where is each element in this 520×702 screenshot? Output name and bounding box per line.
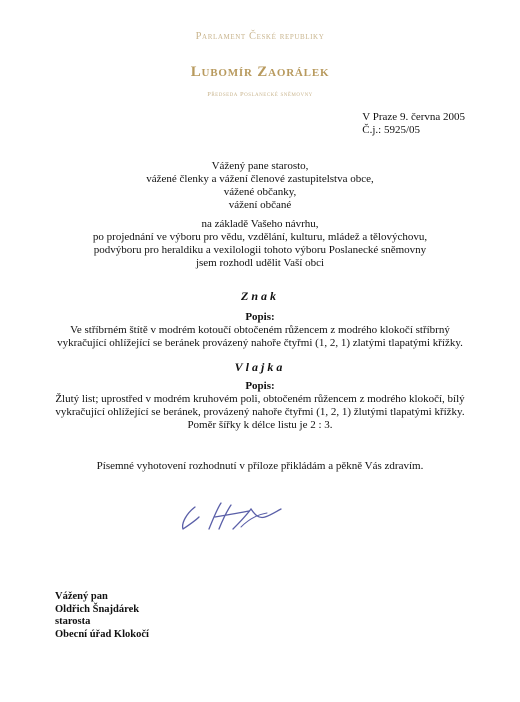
recipient-line: starosta xyxy=(55,616,91,627)
intro-line: na základě Vašeho návrhu, xyxy=(201,218,319,230)
recipient-address xyxy=(55,591,149,641)
recipient-line: Oldřich Šnajdárek xyxy=(55,603,140,615)
date-line: V Praze 9. června 2005 xyxy=(362,111,465,123)
greeting-line: vážené členky a vážení členové zastupitelstva obce, xyxy=(146,173,374,185)
znak-heading: Znak xyxy=(240,289,279,303)
vlajka-popis-label: Popis: xyxy=(245,380,275,392)
signature-image xyxy=(175,495,285,535)
vlajka-line: Poměr šířky k délce listu je 2 : 3. xyxy=(187,419,333,431)
znak-popis-label: Popis: xyxy=(245,311,275,323)
letterhead-institution: Parlament České republiky xyxy=(195,31,325,42)
vlajka-description xyxy=(40,380,480,432)
greeting-line: vážení občané xyxy=(228,199,292,211)
reference-number: Č.j.: 5925/05 xyxy=(362,124,421,136)
znak-description xyxy=(40,311,480,350)
closing-line: Písemné vyhotovení rozhodnutí v příloze přikládám a pěkně Vás zdravím. xyxy=(96,460,424,472)
intro-line: jsem rozhodl udělit Vaší obci xyxy=(195,257,325,269)
greeting-line: vážené občanky, xyxy=(223,186,297,198)
znak-line: vykračující ohlížející se beránek provázený nahoře čtyřmi (1, 2, 1) zlatými tlapatými křížky. xyxy=(57,337,463,349)
letterhead-name: Lubomír Zaorálek xyxy=(190,64,330,80)
greeting-block xyxy=(40,160,480,212)
vlajka-line: Žlutý list; uprostřed v modrém kruhovém poli, obtočeném růžencem z modrého klokočí, bílý xyxy=(55,393,465,405)
intro-block xyxy=(40,218,480,270)
intro-line: podvýboru pro heraldiku a vexilologii tohoto výboru Poslanecké sněmovny xyxy=(93,244,427,256)
date-reference-block xyxy=(362,111,465,137)
recipient-line: Obecní úřad Klokočí xyxy=(55,628,149,640)
vlajka-line: vykračující ohlížející se beránek, provázený nahoře čtyřmi (1, 2, 1) žlutými tlapatými křížky. xyxy=(55,406,465,418)
letterhead-role: Předseda Poslanecké sněmovny xyxy=(207,91,313,98)
znak-line: Ve stříbrném štítě v modrém kotoučí obtočeném růžencem z modrého klokočí stříbrný xyxy=(70,324,450,336)
vlajka-heading: Vlajka xyxy=(234,360,286,374)
intro-line: po projednání ve výboru pro vědu, vzdělání, kulturu, mládež a tělovýchovu, xyxy=(92,231,428,243)
greeting-line: Vážený pane starosto, xyxy=(211,160,309,172)
recipient-line: Vážený pan xyxy=(55,591,108,602)
